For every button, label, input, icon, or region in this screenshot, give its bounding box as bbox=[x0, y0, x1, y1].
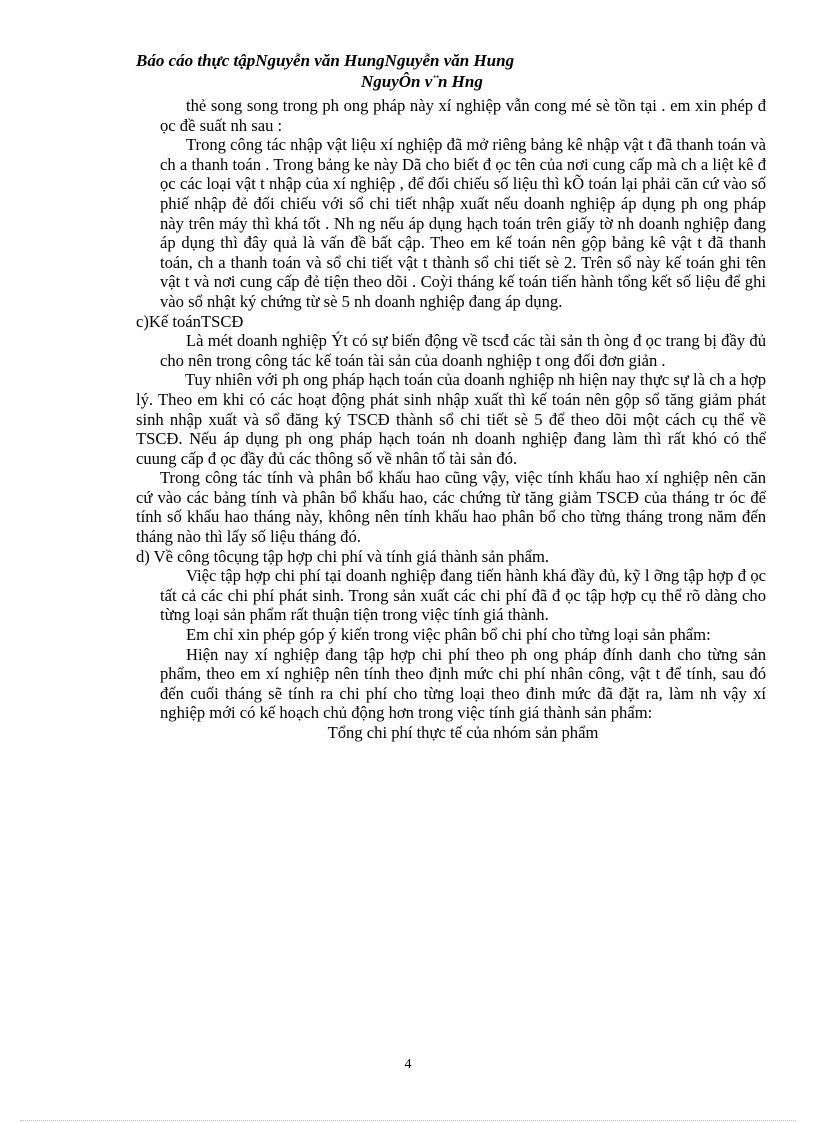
paragraph-fixed-assets-intro: Là mét doanh nghiệp Ýt có sự biến động về tscđ các tài sản th òng đ ọc trang bị đầy đủ cho nên trong công tác kế toán tài sản của doanh nghiệp t ong đối đơn giản . bbox=[160, 331, 766, 370]
section-heading-cost: d) Về công tôcụng tập hợp chi phí và tính giá thành sản phẩm. bbox=[136, 546, 550, 566]
section-heading-fixed-assets: c)Kế toánTSCĐ bbox=[136, 311, 244, 331]
paragraph-depreciation: Trong công tác tính và phân bổ khấu hao cũng vậy, việc tính khấu hao xí nghiệp nên căn cứ vào các bảng tính và phân bổ khấu hao, các chứng từ tăng giảm TSCĐ của tháng tr óc để tính số khấu hao tháng này, không nên tính khấu hao phân bổ cho từng tháng trong năm đến tháng nào thì lấy số liệu tháng đó. bbox=[136, 468, 766, 547]
document-body bbox=[136, 96, 766, 743]
paragraph-cost-collection: Việc tập hợp chi phí tại doanh nghiệp đang tiến hành khá đầy đủ, kỹ l ỡng tập hợp đ ọc tất cả các chi phí phát sinh. Trong sản xuất các chi phí đã đ ọc tập hợp cụ thể rõ dàng cho từng loại sản phẩm rất thuận tiện trong việc tính giá thành. bbox=[160, 566, 766, 625]
page-bottom-divider bbox=[20, 1120, 796, 1121]
page-number: 4 bbox=[404, 1057, 412, 1072]
formula-caption: Tổng chi phí thực tế của nhóm sản phẩm bbox=[327, 723, 599, 742]
header-line-1: Báo cáo thực tậpNguyễn văn HungNguyễn văn Hung bbox=[136, 51, 515, 70]
document-header bbox=[136, 50, 676, 92]
paragraph-cost-allocation: Hiện nay xí nghiệp đang tập hợp chi phí theo ph ong pháp đính danh cho từng sản phẩm, theo em xí nghiệp nên tính theo định mức chi phí nhân công, vật t để tính, sau đó đến cuối tháng sẽ tính ra chi phí cho từng loại theo đinh mức đã đặt ra, làm nh vậy xí nghiệp mới có kế hoạch chủ động hơn trong việc tính giá thành sản phẩm: bbox=[160, 644, 766, 723]
paragraph-fixed-assets-method: Tuy nhiên với ph ong pháp hạch toán của doanh nghiệp nh hiện nay thực sự là ch a hợp lý. Theo em khi có các hoạt động phát sinh nhập xuất thì kế toán nên gộp sổ tăng giảm phát sinh nhập xuất và sổ đăng ký TSCĐ thành sổ chi tiết sè 5 để theo dõi một cách cụ thể về TSCĐ. Nếu áp dụng ph ong pháp hạch toán nh doanh nghiệp đang làm thì rất khó có thể cuung cấp đ ọc đầy đủ các thông số về nhân tố tài sản đó. bbox=[136, 370, 766, 468]
paragraph-material-import: Trong công tác nhập vật liệu xí nghiệp đã mở riêng bảng kê nhập vật t đã thanh toán và ch a thanh toán . Trong bảng ke này Dã cho biết đ ọc tên của nơi cung cấp mà ch a liệt kê đ ọc các loại vật t nhập của xí nghiệp , để đối chiếu số liệu thì kÕ toán lại phải căn cứ vào số phiế nhập đẻ đối chiếu với sổ chi tiết nhập xuất nếu doanh nghiệp áp dụng ph ong pháp này trên máy thì khá tốt . Nh ng nếu áp dụng hạch toán trên giấy tờ nh doanh nghiệp đang áp dụng thì đây quả là vấn đề bất cập. Theo em kế toán nên gộp bảng kê vật t đã thanh toán, ch a thanh toán và sổ chi tiết vật t thành sổ chi tiết sè 2. Trên sổ này kế toán ghi tên vật t và nơi cung cấp đẻ tiện theo dõi . Coỳi tháng kế toán tiến hành tổng kết số liệu để ghi vào sổ nhật ký chứng từ sè 5 nh doanh nghiệp đang áp dụng. bbox=[160, 135, 766, 311]
paragraph-continuation: thẻ song song trong ph ong pháp này xí nghiệp vẫn cong mé sè tồn tại . em xin phép đ ọc đề suất nh sau : bbox=[160, 96, 766, 135]
header-line-2: NguyÔn v¨n Hng bbox=[361, 72, 483, 91]
paragraph-suggestion: Em chỉ xin phép góp ý kiến trong việc phân bổ chi phí cho từng loại sản phẩm: bbox=[186, 625, 711, 645]
